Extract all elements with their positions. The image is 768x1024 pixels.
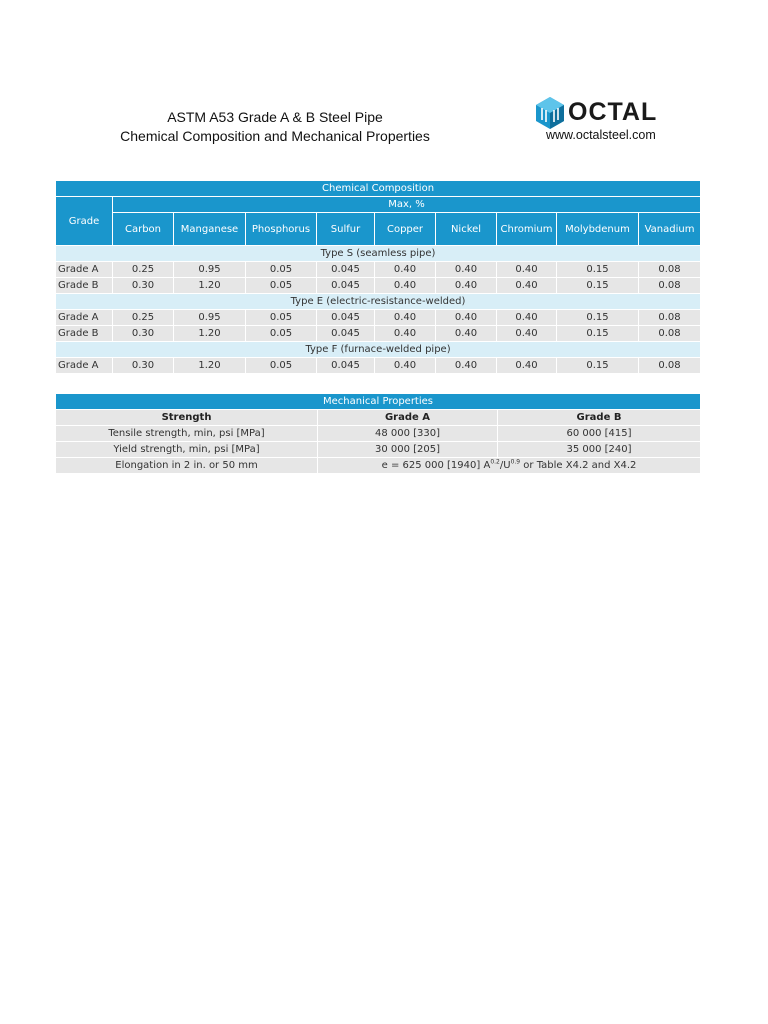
value-cell: 0.95 (174, 310, 246, 326)
value-cell: 0.40 (375, 310, 436, 326)
formula-mid: /U (499, 460, 511, 471)
value-cell: 0.40 (436, 326, 497, 342)
mechanical-title: Mechanical Properties (56, 394, 701, 410)
table-row (56, 326, 701, 342)
value-cell: 0.045 (317, 262, 375, 278)
value-cell: 0.40 (375, 326, 436, 342)
chemical-composition-table (55, 180, 701, 374)
formula-exp-area: 0.2 (490, 458, 500, 466)
value-cell: 0.40 (497, 262, 557, 278)
value-cell: 0.40 (497, 358, 557, 374)
column-header-molybdenum: Molybdenum (557, 213, 639, 246)
value-cell: 0.40 (436, 278, 497, 294)
grade-cell: Grade A (56, 310, 113, 326)
grade-cell: Grade B (56, 278, 113, 294)
grade-cell: Grade A (56, 358, 113, 374)
value-cell: 0.40 (497, 326, 557, 342)
grade-a-value: 30 000 [205] (318, 442, 498, 458)
value-cell: 0.05 (246, 262, 317, 278)
column-header-copper: Copper (375, 213, 436, 246)
mechanical-properties-table (55, 393, 701, 474)
value-cell: 0.40 (436, 262, 497, 278)
grade-a-value: 48 000 [330] (318, 426, 498, 442)
table-row (56, 278, 701, 294)
column-header-carbon: Carbon (113, 213, 174, 246)
value-cell: 0.25 (113, 262, 174, 278)
elongation-formula (318, 458, 701, 474)
value-cell: 0.40 (375, 358, 436, 374)
value-cell: 0.045 (317, 358, 375, 374)
section-row (56, 246, 701, 262)
value-cell: 0.40 (436, 310, 497, 326)
grade-a-header: Grade A (318, 410, 498, 426)
table-row (56, 442, 701, 458)
value-cell: 0.15 (557, 278, 639, 294)
formula-exp-tensile: 0.9 (510, 458, 521, 466)
section-label: Type E (electric-resistance-welded) (56, 294, 701, 310)
value-cell: 0.15 (557, 262, 639, 278)
value-cell: 0.40 (497, 310, 557, 326)
value-cell: 0.05 (246, 326, 317, 342)
column-header-vanadium: Vanadium (639, 213, 701, 246)
title-line-2: Chemical Composition and Mechanical Properties (120, 128, 430, 144)
title-line-1: ASTM A53 Grade A & B Steel Pipe (167, 109, 383, 125)
value-cell: 0.08 (639, 326, 701, 342)
value-cell: 0.30 (113, 326, 174, 342)
grade-header: Grade (56, 197, 113, 246)
document-title (100, 108, 450, 146)
value-cell: 0.08 (639, 310, 701, 326)
value-cell: 1.20 (174, 278, 246, 294)
value-cell: 0.045 (317, 278, 375, 294)
value-cell: 0.15 (557, 310, 639, 326)
grade-cell: Grade B (56, 326, 113, 342)
grade-b-header: Grade B (498, 410, 701, 426)
value-cell: 0.30 (113, 278, 174, 294)
value-cell: 0.40 (497, 278, 557, 294)
brand-name: OCTAL (568, 98, 658, 126)
chemical-title: Chemical Composition (56, 181, 701, 197)
grade-b-value: 35 000 [240] (498, 442, 701, 458)
section-label: Type F (furnace-welded pipe) (56, 342, 701, 358)
table-row (56, 426, 701, 442)
column-header-sulfur: Sulfur (317, 213, 375, 246)
cube-logo-icon (534, 96, 566, 130)
column-header-manganese: Manganese (174, 213, 246, 246)
property-label: Tensile strength, min, psi [MPa] (56, 426, 318, 442)
grade-cell: Grade A (56, 262, 113, 278)
value-cell: 0.045 (317, 310, 375, 326)
value-cell: 0.95 (174, 262, 246, 278)
value-cell: 0.40 (375, 278, 436, 294)
column-header-chromium: Chromium (497, 213, 557, 246)
value-cell: 0.05 (246, 278, 317, 294)
value-cell: 0.05 (246, 358, 317, 374)
elongation-label: Elongation in 2 in. or 50 mm (56, 458, 318, 474)
column-header-phosphorus: Phosphorus (246, 213, 317, 246)
value-cell: 0.08 (639, 278, 701, 294)
formula-suffix: or Table X4.2 and X4.2 (520, 460, 637, 471)
max-header: Max, % (113, 197, 701, 213)
value-cell: 0.05 (246, 310, 317, 326)
property-label: Yield strength, min, psi [MPa] (56, 442, 318, 458)
octal-logo (534, 96, 679, 146)
table-row (56, 458, 701, 474)
value-cell: 0.08 (639, 262, 701, 278)
value-cell: 0.40 (375, 262, 436, 278)
value-cell: 1.20 (174, 358, 246, 374)
formula-prefix: e = 625 000 [1940] A (381, 460, 491, 471)
section-label: Type S (seamless pipe) (56, 246, 701, 262)
grade-b-value: 60 000 [415] (498, 426, 701, 442)
table-row (56, 310, 701, 326)
value-cell: 1.20 (174, 326, 246, 342)
value-cell: 0.30 (113, 358, 174, 374)
table-row (56, 358, 701, 374)
section-row (56, 342, 701, 358)
section-row (56, 294, 701, 310)
value-cell: 0.08 (639, 358, 701, 374)
value-cell: 0.15 (557, 358, 639, 374)
table-row (56, 262, 701, 278)
value-cell: 0.15 (557, 326, 639, 342)
strength-header: Strength (56, 410, 318, 426)
value-cell: 0.25 (113, 310, 174, 326)
value-cell: 0.045 (317, 326, 375, 342)
website-url: www.octalsteel.com (546, 128, 656, 142)
column-header-nickel: Nickel (436, 213, 497, 246)
value-cell: 0.40 (436, 358, 497, 374)
